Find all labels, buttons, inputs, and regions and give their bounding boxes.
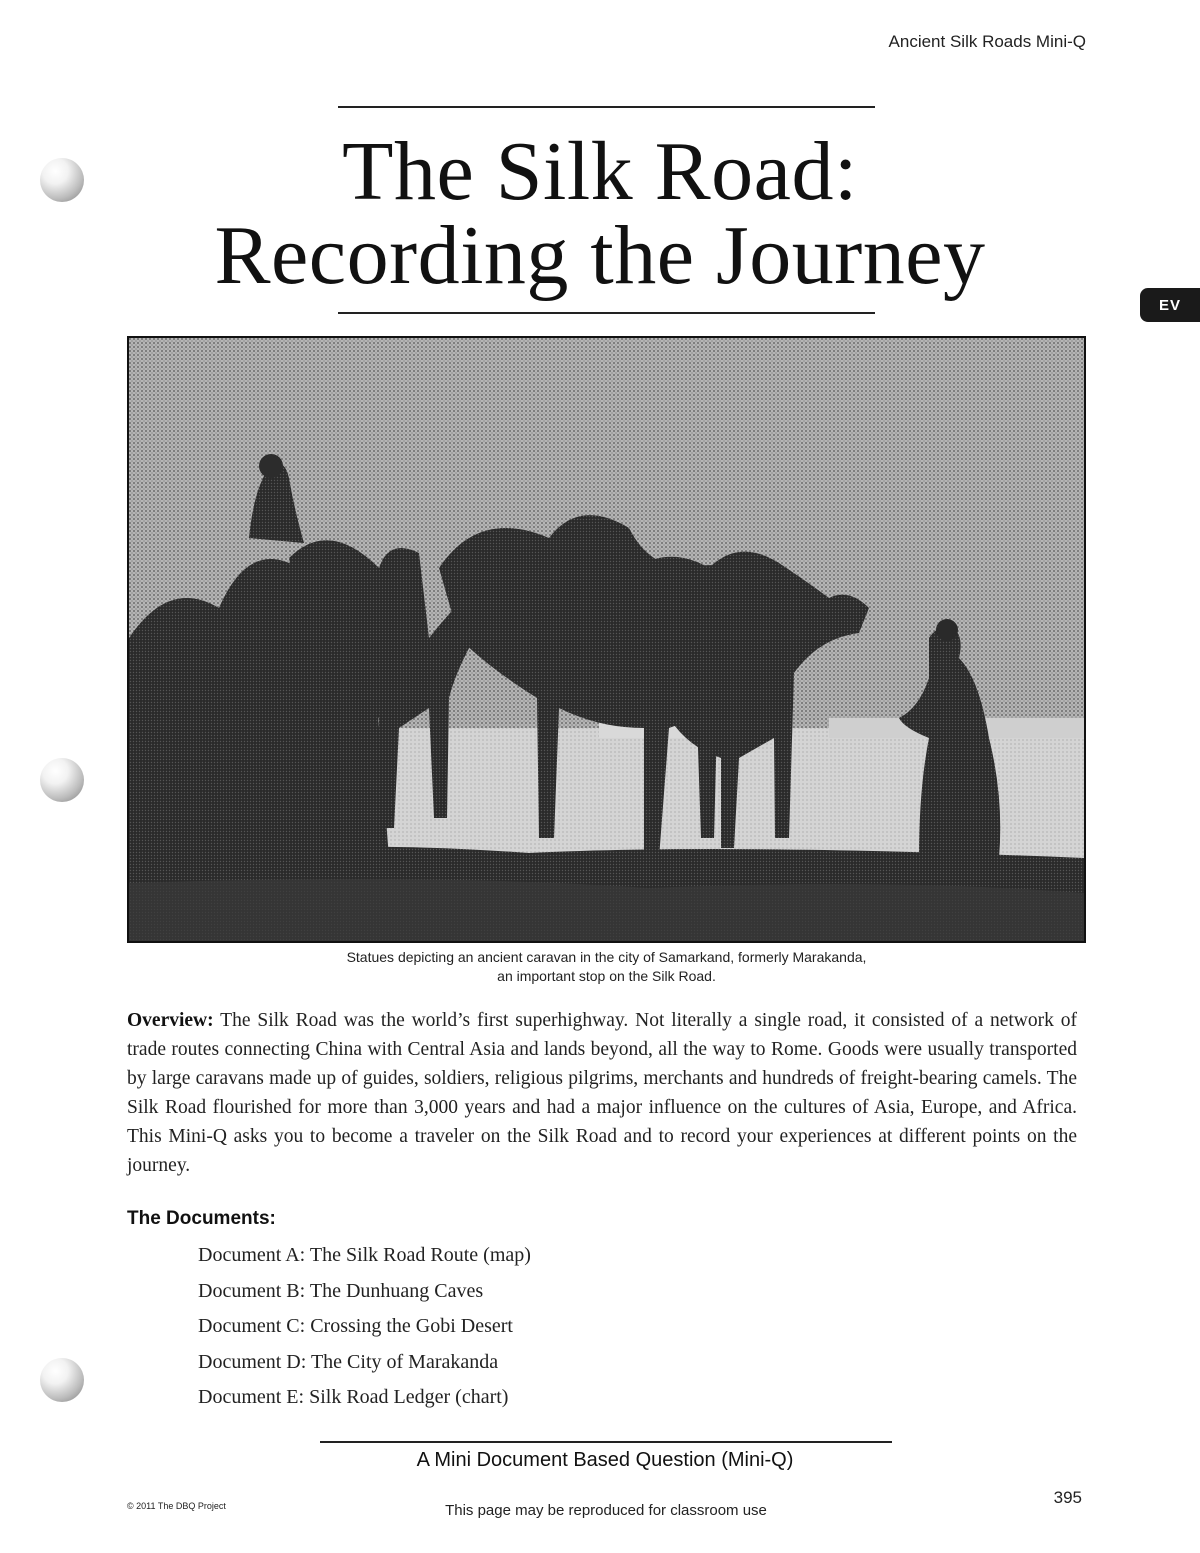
page-title [0, 125, 1200, 302]
caravan-statues-photo [127, 336, 1086, 943]
page-title-line-2: Recording the Journey [214, 209, 986, 302]
mini-q-label: A Mini Document Based Question (Mini-Q) [416, 1449, 794, 1471]
running-header: Ancient Silk Roads Mini-Q [888, 32, 1086, 51]
binder-hole-middle [40, 758, 84, 802]
binder-hole-top [40, 158, 84, 202]
reproduction-note: This page may be reproduced for classroom use [445, 1502, 767, 1519]
title-top-rule [338, 106, 875, 108]
documents-heading: The Documents: [127, 1208, 276, 1229]
binder-hole-bottom [40, 1358, 84, 1402]
document-item-a: Document A: The Silk Road Route (map) [198, 1244, 531, 1266]
caravan-statues-illustration [129, 338, 1084, 941]
document-item-c: Document C: Crossing the Gobi Desert [198, 1315, 513, 1337]
photo-caption-line-2: an important stop on the Silk Road. [497, 968, 716, 984]
footer-rule [320, 1441, 892, 1443]
document-item-e: Document E: Silk Road Ledger (chart) [198, 1386, 509, 1408]
document-item-b: Document B: The Dunhuang Caves [198, 1279, 484, 1302]
title-bottom-rule [338, 312, 875, 314]
photo-caption-line-1: Statues depicting an ancient caravan in the city of Samarkand, formerly Marakanda, [346, 949, 867, 965]
photo-caption [127, 948, 1086, 986]
overview-label: Overview: [127, 1010, 214, 1031]
page-number: 395 [1053, 1488, 1082, 1507]
documents-list [198, 1238, 531, 1416]
page-title-line-1: The Silk Road: [342, 125, 858, 218]
overview-paragraph [127, 1006, 1077, 1180]
copyright-notice: © 2011 The DBQ Project [127, 1501, 226, 1511]
overview-text: The Silk Road was the world’s first superhighway. Not literally a single road, it consisted of a network of trade routes connecting China with Central Asia and lands beyond, all the way to Rome. Goods were usually transported by large caravans made up of guides, soldiers, religious pilgrims, merchants and hundreds of freight-bearing camels. The Silk Road flourished for more than 3,000 years and had a major influence on the cultures of Asia, Europe, and Africa. This Mini-Q asks you to become a traveler on the Silk Road and to record your experiences at different points on the journey. [127, 1010, 1077, 1176]
section-tab-ev: EV [1140, 288, 1200, 322]
document-item-d: Document D: The City of Marakanda [198, 1350, 499, 1373]
